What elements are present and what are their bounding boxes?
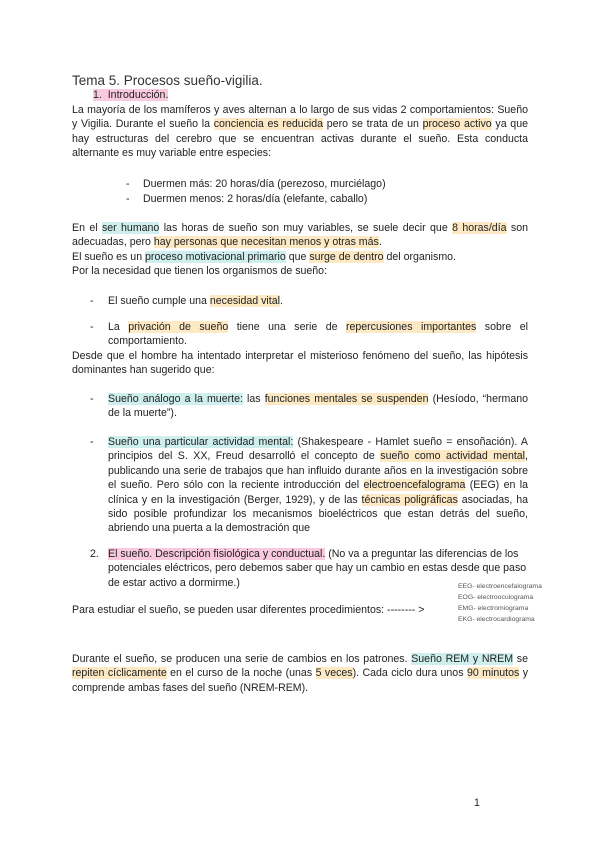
list-item: - La privación de sueño tiene una serie de repercusiones importantes sobre el comportamiento.: [90, 321, 528, 348]
section-1-label: 1. Introducción.: [93, 89, 169, 101]
procedures-line: Para estudiar el sueño, se pueden usar diferentes procedimientos: -------- >: [72, 604, 425, 616]
hypothesis-list: [72, 435, 528, 536]
note-line: EKG- electrocardiograma: [458, 616, 535, 623]
page-number: 1: [474, 797, 480, 809]
list-item: - El sueño cumple una necesidad vital.: [90, 295, 283, 307]
note-line: EMG- electromiograma: [458, 605, 529, 612]
intro-paragraph: La mayoría de los mamíferos y aves alternan a lo largo de sus vidas 2 comportamientos: Sueño y Vigilia. Durante el sueño la conciencia es reducida pero se trata de un proceso activo ya que hay estructuras del cerebro que se encuentran activas durante el sueño. Esta conducta alternante es muy variable entre especies:: [72, 104, 528, 160]
species-list-item: - Duermen más: 20 horas/día (perezoso, murciélago): [126, 178, 386, 190]
section-heading-1: [93, 88, 168, 102]
need-list: [72, 294, 528, 308]
section-heading-2: 2. El sueño. Descripción fisiológica y conductual. (No va a preguntar las diferencias de los potenciales eléctricos, pero debemos saber que hay un cambio en estas desde que paso de estar activo a dormirme.): [90, 548, 527, 589]
section-2-label: El sueño. Descripción fisiológica y conductual.: [108, 548, 326, 560]
hypotheses-intro: Desde que el hombre ha intentado interpretar el misterioso fenómeno del sueño, las hipótesis dominantes han sugerido que:: [72, 350, 528, 377]
list-item: - Sueño una particular actividad mental: (Shakespeare - Hamlet sueño = ensoñación). A principios del S. XX, Freud desarrolló el concepto de sueño como actividad mental, publicando una serie de trabajos que han influido durante años en la investigación sobre el sueño. Pero sólo con la reciente introducción del electroencefalograma (EEG) en la clínica y en la investigación (Berger, 1929), y de las técnicas poligráficas asociadas, ha sido posible profundizar los mecanismos bioeléctricos que estan detrás del sueño, abriendo una puerta a la demostración que: [90, 436, 529, 535]
hypothesis-list: [72, 392, 528, 421]
list-item: - Sueño análogo a la muerte: las funciones mentales se suspenden (Hesíodo, “hermano de la muerte”).: [90, 393, 528, 420]
need-list: [72, 320, 528, 349]
human-paragraph: En el ser humano las horas de sueño son muy variables, se suele decir que 8 horas/día son adecuadas, pero hay personas que necesitan menos y otras más. El sueño es un proceso motivacional primario que surge de dentro del organismo. Por la necesidad que tienen los organismos de sueño:: [72, 222, 528, 278]
page-title: Tema 5. Procesos sueño-vigilia.: [72, 73, 263, 88]
closing-paragraph: Durante el sueño, se producen una serie de cambios en los patrones. Sueño REM y NREM se repiten cíclicamente en el curso de la noche (unas 5 veces). Cada ciclo dura unos 90 minutos y comprende ambas fases del sueño (NREM-REM).: [72, 653, 529, 694]
note-line: EEG- electroencefalograma: [458, 583, 542, 590]
note-line: EOG- electrooculograma: [458, 594, 534, 601]
species-list-item: - Duermen menos: 2 horas/día (elefante, caballo): [126, 193, 368, 205]
